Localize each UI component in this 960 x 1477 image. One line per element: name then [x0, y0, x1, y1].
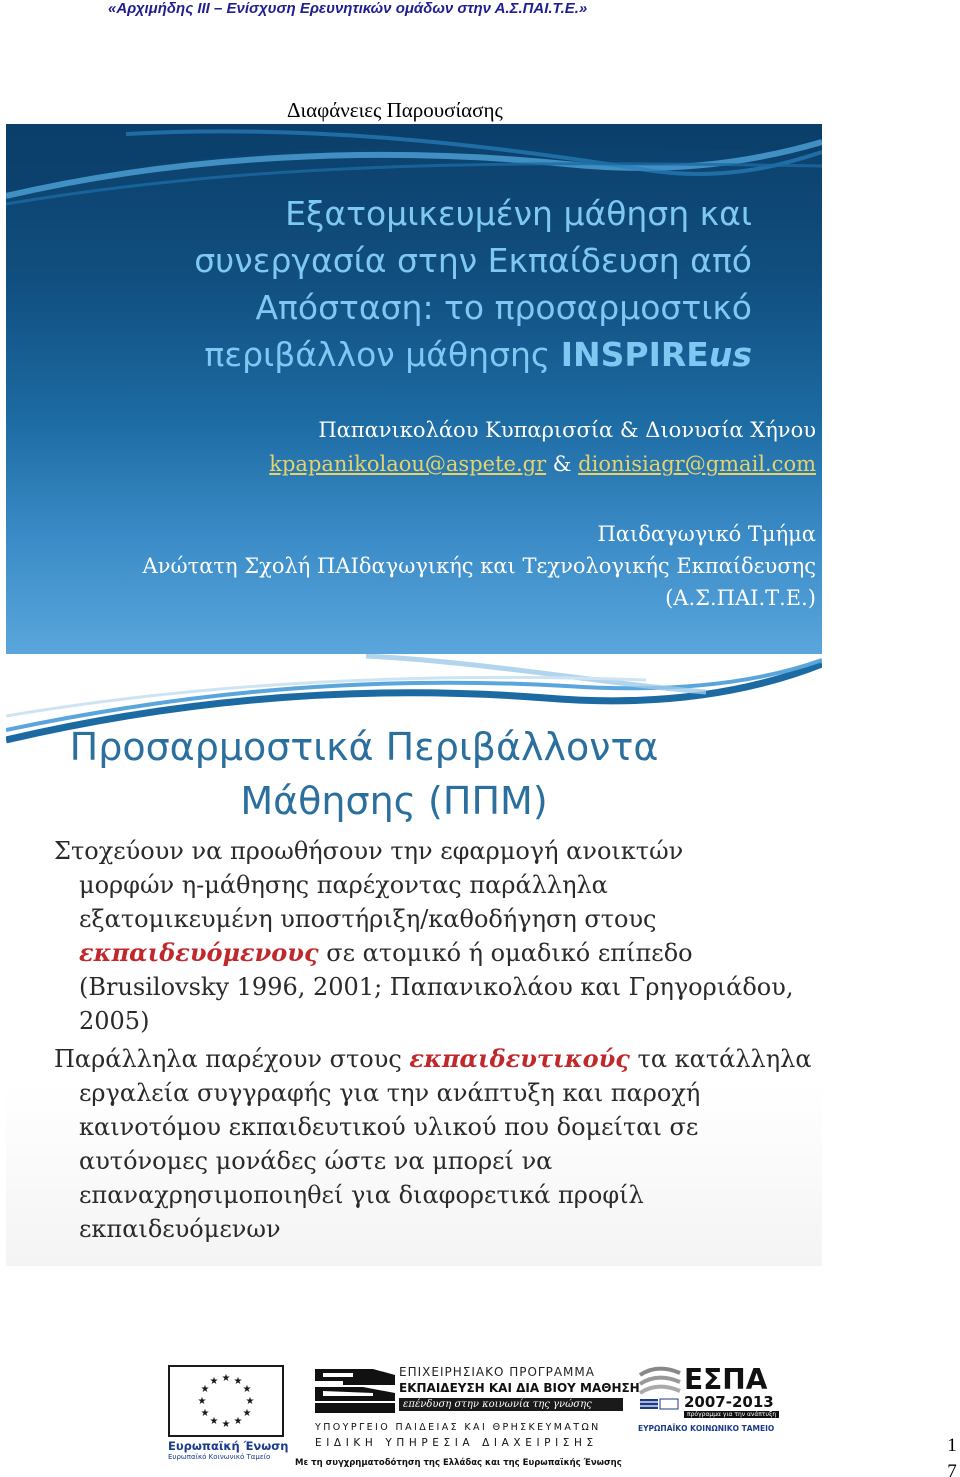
body-line: εξατομικευμένη υποστήριξη/καθοδήγηση στους	[79, 905, 657, 933]
email-link-2[interactable]: dionisiagr@gmail.com	[578, 452, 816, 476]
espa-years: 2007-2013	[684, 1393, 774, 1411]
eu-subcaption: Ευρωπαϊκό Κοινωνικό Ταμείο	[168, 1453, 271, 1461]
slide2-title-line: Προσαρμοστικά Περιβάλλοντα	[69, 725, 659, 769]
body-line	[54, 936, 814, 970]
slide2-paragraph	[54, 834, 814, 1038]
slide1-department	[143, 518, 816, 614]
svg-text:★: ★	[200, 1384, 210, 1395]
page-number	[945, 1433, 959, 1477]
epeaek-text	[399, 1365, 640, 1411]
page-number-digit: 1	[947, 1435, 957, 1456]
svg-text:★: ★	[242, 1384, 252, 1395]
body-line: εκπαιδευόμενων	[79, 1215, 281, 1243]
slide-title	[6, 124, 822, 654]
department-line: Ανώτατη Σχολή ΠΑΙδαγωγικής και Τεχνολογικής Εκπαίδευσης	[142, 554, 816, 578]
slide1-title-line: Απόσταση: το προσαρμοστικό	[255, 288, 752, 327]
slide2-body	[54, 834, 814, 1250]
body-text: σε ατομικό ή ομαδικό επίπεδο	[318, 939, 693, 967]
email-separator: &	[546, 452, 579, 476]
svg-text:★: ★	[233, 1416, 243, 1427]
body-line: μορφών η-μάθησης παρέχοντας παράλληλα	[79, 871, 608, 899]
eu-stars-icon	[170, 1367, 282, 1435]
svg-text:★: ★	[200, 1408, 210, 1419]
svg-text:★: ★	[245, 1396, 255, 1407]
body-line	[54, 1042, 814, 1076]
epeaek-emblem-icon	[313, 1365, 397, 1417]
running-header: «Αρχιμήδης ΙΙΙ – Ενίσχυση Ερευνητικών ομάδων στην Α.Σ.ΠΑΙ.Τ.Ε.»	[108, 0, 588, 17]
service-label: ΕΙΔΙΚΗ ΥΠΗΡΕΣΙΑ ΔΙΑΧΕΙΡΙΣΗΣ	[315, 1437, 598, 1449]
body-line: επαναχρησιμοποιηθεί για διαφορετικά προφίλ	[79, 1181, 644, 1209]
body-text: Παράλληλα παρέχουν στους	[54, 1045, 410, 1073]
highlight-learners: εκπαιδευόμενους	[79, 938, 319, 967]
slide2-title-line: Μάθησης (ΠΠΜ)	[240, 779, 548, 823]
cofunding-label: Με τη συγχρηματοδότηση της Ελλάδας και της Ευρωπαϊκής Ένωσης	[295, 1458, 622, 1468]
inspire-suffix: us	[708, 335, 752, 374]
slide1-title-line: συνεργασία στην Εκπαίδευση από	[194, 241, 752, 280]
page-number-digit: 7	[947, 1461, 957, 1477]
svg-text:★: ★	[209, 1376, 219, 1387]
slide1-title-prefix: περιβάλλον μάθησης	[204, 335, 561, 374]
espa-logo	[638, 1365, 778, 1435]
slide2-title	[6, 720, 822, 828]
slide1-emails	[269, 452, 816, 476]
inspire-name: INSPIRE	[560, 335, 709, 374]
svg-text:★: ★	[221, 1373, 231, 1384]
section-title: Διαφάνειες Παρουσίασης	[287, 98, 503, 122]
body-line: Στοχεύουν να προωθήσουν την εφαρμογή ανοικτών	[54, 837, 684, 865]
slide1-title-line	[32, 331, 752, 378]
epeaek-slogan: επένδυση στην κοινωνία της γνώσης	[399, 1398, 623, 1411]
slide1-title	[32, 190, 752, 378]
body-line: (Brusilovsky 1996, 2001; Παπανικολάου και Γρηγοριάδου,	[79, 973, 794, 1001]
slide1-authors: Παπανικολάου Κυπαρισσία & Διονυσία Χήνου	[318, 418, 816, 442]
eu-caption: Ευρωπαϊκή Ένωση	[168, 1439, 289, 1453]
svg-text:★: ★	[209, 1416, 219, 1427]
slide1-title-line: Εξατομικευμένη μάθηση και	[285, 194, 752, 233]
epeaek-line: ΕΚΠΑΙΔΕΥΣΗ ΚΑΙ ΔΙΑ ΒΙΟΥ ΜΑΘΗΣΗ	[399, 1381, 640, 1395]
department-line: (Α.Σ.ΠΑΙ.Τ.Ε.)	[665, 586, 816, 610]
body-line: εργαλεία συγγραφής για την ανάπτυξη και παροχή	[79, 1079, 701, 1107]
body-line: αυτόνομες μονάδες ώστε να μπορεί να	[79, 1147, 553, 1175]
department-line: Παιδαγωγικό Τμήμα	[597, 522, 816, 546]
svg-text:★: ★	[221, 1419, 231, 1430]
eu-logo	[168, 1365, 289, 1463]
epeaek-line: ΕΠΙΧΕΙΡΗΣΙΑΚΟ ΠΡΟΓΡΑΜΜΑ	[399, 1365, 595, 1379]
espa-fund: ΕΥΡΩΠΑΪΚΟ ΚΟΙΝΩΝΙΚΟ ΤΑΜΕΙΟ	[638, 1424, 775, 1433]
espa-word: ΕΣΠΑ	[684, 1363, 768, 1396]
body-text: τα κατάλληλα	[629, 1045, 812, 1073]
svg-text:★: ★	[233, 1376, 243, 1387]
svg-text:★: ★	[242, 1408, 252, 1419]
slide-adaptive-environments	[6, 654, 822, 1266]
email-link-1[interactable]: kpapanikolaou@aspete.gr	[269, 452, 547, 476]
highlight-educators: εκπαιδευτικούς	[409, 1044, 630, 1073]
eu-flag-icon	[168, 1365, 284, 1437]
svg-text:★: ★	[197, 1396, 207, 1407]
body-line: 2005)	[79, 1007, 150, 1035]
ministry-label: ΥΠΟΥΡΓΕΙΟ ΠΑΙΔΕΙΑΣ ΚΑΙ ΘΡΗΣΚΕΥΜΑΤΩΝ	[315, 1422, 601, 1433]
espa-program: πρόγραμμα για την ανάπτυξη	[684, 1411, 779, 1418]
slide2-paragraph	[54, 1042, 814, 1246]
espa-waves-icon	[638, 1365, 682, 1411]
body-line: καινοτόμου εκπαιδευτικού υλικού που δομείται σε	[79, 1113, 699, 1141]
